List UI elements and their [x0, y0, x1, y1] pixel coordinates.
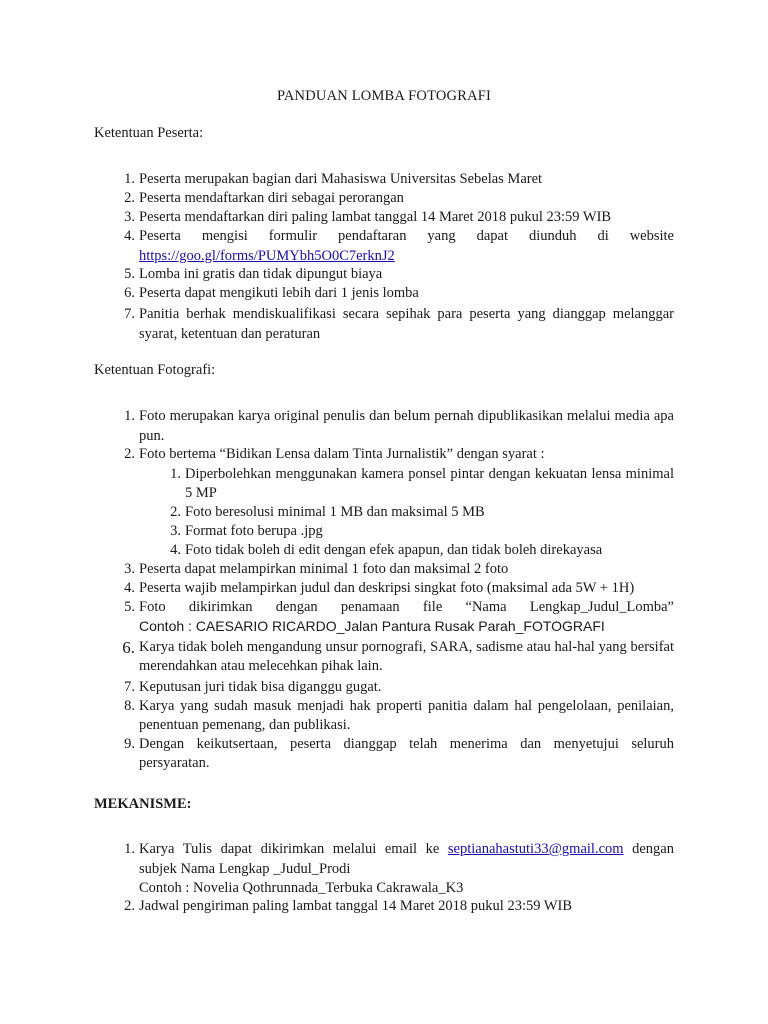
- list-item: [124, 579, 674, 598]
- list-number: 4.: [124, 228, 135, 244]
- list-text: Panitia berhak mendiskualifikasi secara sepihak para peserta yang dianggap melanggar syarat, ketentuan dan peraturan: [139, 306, 674, 342]
- list-number: 5.: [124, 598, 135, 615]
- list-text: Karya yang sudah masuk menjadi hak properti panitia dalam hal pengelolaan, penilaian, penentuan pemenang, dan publikasi.: [139, 697, 674, 733]
- list-text: Peserta mendaftarkan diri paling lambat tanggal 14 Maret 2018 pukul 23:59 WIB: [139, 209, 612, 225]
- sublist-number: 4.: [170, 541, 181, 558]
- section-heading-fotografi: Ketentuan Fotografi:: [94, 362, 216, 378]
- list-text: Peserta dapat mengikuti lebih dari 1 jenis lomba: [139, 285, 419, 301]
- sublist-item: [170, 522, 674, 541]
- filename-example: Contoh : CAESARIO RICARDO_Jalan Pantura Rusak Parah_FOTOGRAFI: [139, 618, 605, 634]
- sublist-text: Diperbolehkan menggunakan kamera ponsel pintar dengan kekuatan lensa minimal 5 MP: [185, 465, 674, 501]
- list-item: [124, 735, 674, 773]
- list-item: [124, 265, 674, 284]
- list-item: [124, 840, 674, 897]
- list-text: Peserta wajib melampirkan judul dan deskripsi singkat foto (maksimal ada 5W + 1H): [139, 579, 635, 596]
- sublist-item: [170, 503, 674, 522]
- list-text: Peserta mendaftarkan diri sebagai perorangan: [139, 190, 404, 206]
- list-number: 1.: [124, 171, 135, 187]
- sublist-number: 1.: [170, 465, 181, 482]
- list-number: 1.: [124, 841, 135, 857]
- list-number: 7.: [124, 678, 135, 695]
- list-text: Jadwal pengiriman paling lambat tanggal 14 Maret 2018 pukul 23:59 WIB: [139, 898, 573, 914]
- list-item: [124, 897, 674, 916]
- sublist-item: [170, 541, 674, 560]
- list-item: [124, 284, 674, 305]
- list-number: 2.: [124, 446, 135, 462]
- list-number: 7.: [124, 306, 135, 322]
- list-number: 9.: [124, 735, 135, 752]
- list-item: [124, 208, 674, 227]
- list-number: 8.: [124, 697, 135, 714]
- list-number: 2.: [124, 898, 135, 914]
- form-link[interactable]: https://goo.gl/forms/PUMYbh5O0C7erknJ2: [139, 247, 395, 264]
- sublist-number: 2.: [170, 503, 181, 520]
- list-item: [124, 407, 674, 445]
- list-text: Keputusan juri tidak bisa diganggu gugat.: [139, 678, 382, 695]
- email-link[interactable]: septianahastuti33@gmail.com: [447, 841, 624, 857]
- list-text: Lomba ini gratis dan tidak dipungut biaya: [139, 266, 383, 282]
- sublist-text: Foto beresolusi minimal 1 MB dan maksimal 5 MB: [185, 503, 485, 520]
- sublist-text: Format foto berupa .jpg: [185, 522, 323, 539]
- list-text: Dengan keikutsertaan, peserta dianggap telah menerima dan menyetujui seluruh persyaratan.: [139, 735, 674, 771]
- list-item: [124, 227, 674, 265]
- list-number: 4.: [124, 579, 135, 596]
- list-text: Foto dikirimkan dengan penamaan file “Nama Lengkap_Judul_Lomba”: [139, 598, 674, 615]
- list-text: Peserta merupakan bagian dari Mahasiswa Universitas Sebelas Maret: [139, 171, 543, 187]
- section-heading-mekanisme: MEKANISME:: [94, 796, 192, 812]
- peserta-list: [124, 170, 674, 343]
- list-item: [124, 170, 674, 189]
- subject-example: Contoh : Novelia Qothrunnada_Terbuka Cakrawala_K3: [139, 880, 464, 896]
- fotografi-list: [122, 407, 674, 773]
- subject-format: subjek Nama Lengkap _Judul_Prodi: [139, 860, 351, 877]
- list-text: Peserta dapat melampirkan minimal 1 foto dan maksimal 2 foto: [139, 560, 509, 577]
- list-text: Foto bertema “Bidikan Lensa dalam Tinta Jurnalistik” dengan syarat :: [139, 446, 545, 462]
- list-item: [124, 445, 674, 560]
- list-number: 2.: [124, 190, 135, 206]
- list-number: 3.: [124, 209, 135, 225]
- list-number: 6.: [122, 637, 135, 657]
- syarat-sublist: [170, 465, 674, 560]
- sublist-number: 3.: [170, 522, 181, 539]
- document-title: PANDUAN LOMBA FOTOGRAFI: [276, 88, 492, 104]
- mekanisme-list: [124, 840, 674, 916]
- sublist-item: [170, 465, 674, 503]
- list-number: 6.: [124, 285, 135, 301]
- list-text: Foto merupakan karya original penulis dan belum pernah dipublikasikan melalui media apa pun.: [139, 408, 674, 444]
- list-item: [124, 189, 674, 208]
- list-item: [122, 637, 674, 678]
- list-text: Karya tidak boleh mengandung unsur pornografi, SARA, sadisme atau hal-hal yang bersifat merendahkan atau melecehkan pihak lain.: [139, 638, 674, 674]
- list-item: [124, 697, 674, 735]
- list-item: [124, 678, 674, 697]
- list-item: [124, 305, 674, 343]
- list-item: [124, 560, 674, 579]
- list-item: [124, 598, 674, 638]
- section-heading-peserta: Ketentuan Peserta:: [94, 125, 204, 141]
- list-text: Peserta mengisi formulir pendaftaran yang dapat diunduh di website: [139, 228, 674, 244]
- sublist-text: Foto tidak boleh di edit dengan efek apapun, dan tidak boleh direkayasa: [185, 541, 603, 558]
- list-text: Karya Tulis dapat dikirimkan melalui email ke: [139, 841, 440, 857]
- list-number: 3.: [124, 560, 135, 577]
- list-number: 1.: [124, 408, 135, 424]
- list-number: 5.: [124, 266, 135, 282]
- list-text-after: dengan: [632, 841, 674, 857]
